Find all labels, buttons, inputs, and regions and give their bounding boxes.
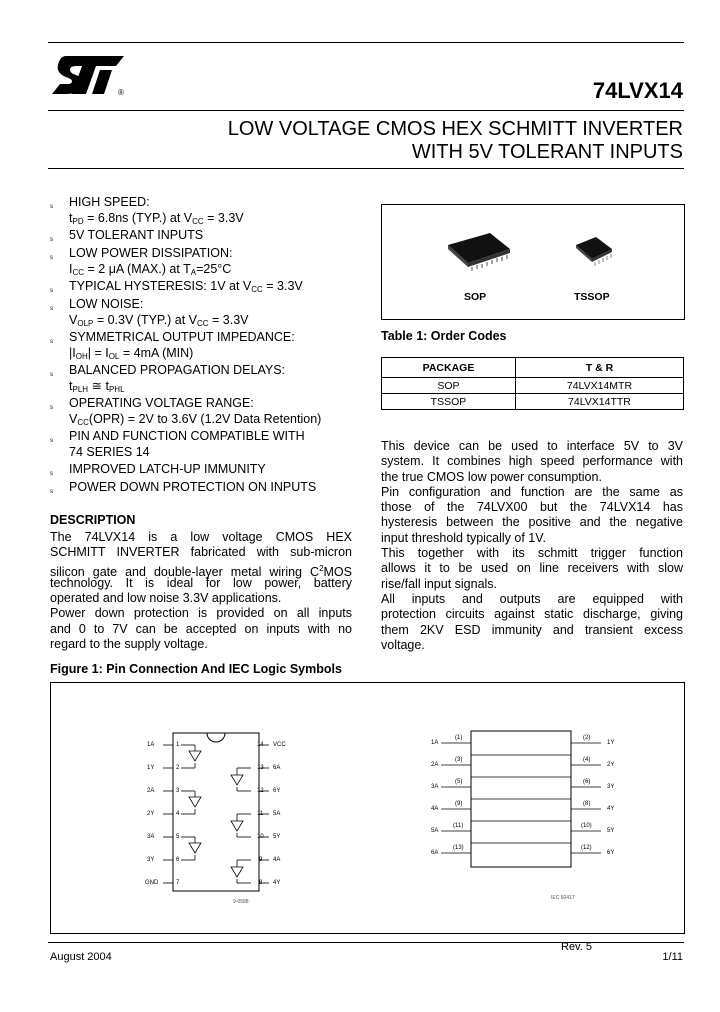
table-cell: SOP: [382, 378, 516, 394]
pin-number: 8: [259, 880, 263, 886]
title-rule: [48, 110, 684, 111]
pin-number: 4: [176, 811, 180, 817]
table-cell: 74LVX14MTR: [515, 378, 683, 394]
iec-output-num: (12): [581, 845, 592, 851]
title-line-2: WITH 5V TOLERANT INPUTS: [411, 141, 683, 163]
dip-pinout-diagram: [141, 727, 311, 907]
table-row: [382, 394, 684, 410]
pin-connection-figure: [50, 682, 685, 934]
footer-rev: Rev. 5: [561, 941, 592, 953]
pin-label: 5Y: [273, 834, 281, 840]
description-heading: DESCRIPTION: [50, 513, 136, 527]
pin-number: 14: [257, 742, 264, 748]
title-line-1: LOW VOLTAGE CMOS HEX SCHMITT INVERTER: [227, 118, 683, 140]
iec-input-num: (11): [453, 823, 464, 829]
iec-input-label: 1A: [431, 740, 439, 746]
feature-item: s HIGH SPEED: $t_{PD} = 6.8ns$ (TYP.) at $V_{CC} = 3.3V$: [50, 195, 244, 226]
iec-input-num: (9): [455, 801, 463, 807]
iec-input-num: (1): [455, 735, 463, 741]
tssop-label: TSSOP: [574, 291, 610, 303]
iec-output-label: 6Y: [607, 850, 615, 856]
feature-main: 5V TOLERANT INPUTS: [69, 228, 204, 242]
sop-package-image: [444, 231, 514, 271]
pin-number: 5: [176, 834, 180, 840]
pin-label: 2A: [147, 788, 155, 794]
pin-label: 4A: [273, 857, 281, 863]
iec-output-label: 3Y: [607, 784, 615, 790]
iec-output-label: 5Y: [607, 828, 615, 834]
pin-label: 3Y: [147, 857, 155, 863]
description-text: The 74LVX14 is a low voltage CMOS HEX SCHMITT INVERTER fabricated with sub-micron silicon gate and double-layer metal wiring $C^2MOS$ technology. It is ideal for low power, battery operated and low noise 3.3V applications. Power down protection is provided on all inputs and 0 to 7V can be accepted on inputs with no regard to the supply voltage.: [50, 530, 352, 652]
pin-label: 5A: [273, 811, 281, 817]
dip-diagram-code: 9-0588: [233, 899, 249, 905]
pin-label: GND: [145, 880, 159, 886]
pin-number: 7: [176, 880, 180, 886]
sop-label: SOP: [464, 291, 487, 303]
pin-label: 2Y: [147, 811, 155, 817]
iec-symbol-code: IEC 60417: [551, 895, 575, 901]
pin-label: 1Y: [147, 765, 155, 771]
pin-number: 9: [259, 857, 263, 863]
title-bottom-rule: [48, 168, 684, 169]
iec-output-num: (8): [583, 801, 591, 807]
iec-input-num: (3): [455, 757, 463, 763]
iec-output-label: 1Y: [607, 740, 615, 746]
pin-number: 12: [257, 788, 264, 794]
device-description-text: This device can be used to interface 5V to 3V system. It combines high speed performance with the true CMOS low power consumption. Pin configuration and function are the same as those of the 74LVX00 but the 74LVX14 has hysteresis between the positive and the negative input threshold typically of 1V. This together with its schmitt trigger function allows it to be used on line receivers with slow rise/fall input signals. All inputs and outputs are equipped with protection circuits against static discharge, giving them 2KV ESD immunity and transient excess voltage.: [381, 439, 683, 652]
iec-input-num: (5): [455, 779, 463, 785]
footer-page: 1/11: [662, 951, 683, 963]
iec-input-label: 3A: [431, 784, 439, 790]
table-cell: 74LVX14TTR: [515, 394, 683, 410]
order-codes-table: [381, 357, 684, 410]
package-images-box: [381, 204, 685, 320]
pin-number: 11: [257, 811, 264, 817]
order-table-caption: Table 1: Order Codes: [381, 329, 507, 343]
table-header-row: [382, 358, 684, 378]
pin-number: 1: [176, 742, 180, 748]
iec-output-label: 4Y: [607, 806, 615, 812]
iec-input-label: 5A: [431, 828, 439, 834]
pin-label: 6Y: [273, 788, 281, 794]
pin-label: 6A: [273, 765, 281, 771]
header-package: PACKAGE: [382, 358, 516, 378]
iec-output-num: (6): [583, 779, 591, 785]
tssop-package-image: [572, 235, 616, 269]
pin-label: 1A: [147, 742, 155, 748]
figure-caption: Figure 1: Pin Connection And IEC Logic Symbols: [50, 662, 342, 676]
pin-number: 13: [257, 765, 264, 771]
pin-number: 2: [176, 765, 180, 771]
feature-main: HIGH SPEED:: [69, 195, 150, 209]
iec-input-label: 2A: [431, 762, 439, 768]
iec-output-num: (10): [581, 823, 592, 829]
iec-input-label: 6A: [431, 850, 439, 856]
pin-label: 4Y: [273, 880, 281, 886]
pin-label: 3A: [147, 834, 155, 840]
logo-registered-mark: ®: [118, 88, 124, 97]
footer-date: August 2004: [50, 951, 112, 963]
iec-output-num: (2): [583, 735, 591, 741]
iec-input-label: 4A: [431, 806, 439, 812]
pin-number: 3: [176, 788, 180, 794]
part-number: 74LVX14: [592, 78, 683, 103]
pin-label: VCC: [273, 742, 286, 748]
table-row: [382, 378, 684, 394]
iec-output-label: 2Y: [607, 762, 615, 768]
header-tr: T & R: [515, 358, 683, 378]
iec-input-num: (13): [453, 845, 464, 851]
table-cell: TSSOP: [382, 394, 516, 410]
pin-number: 6: [176, 857, 180, 863]
top-rule: [48, 42, 684, 43]
iec-output-num: (4): [583, 757, 591, 763]
pin-number: 10: [257, 834, 264, 840]
